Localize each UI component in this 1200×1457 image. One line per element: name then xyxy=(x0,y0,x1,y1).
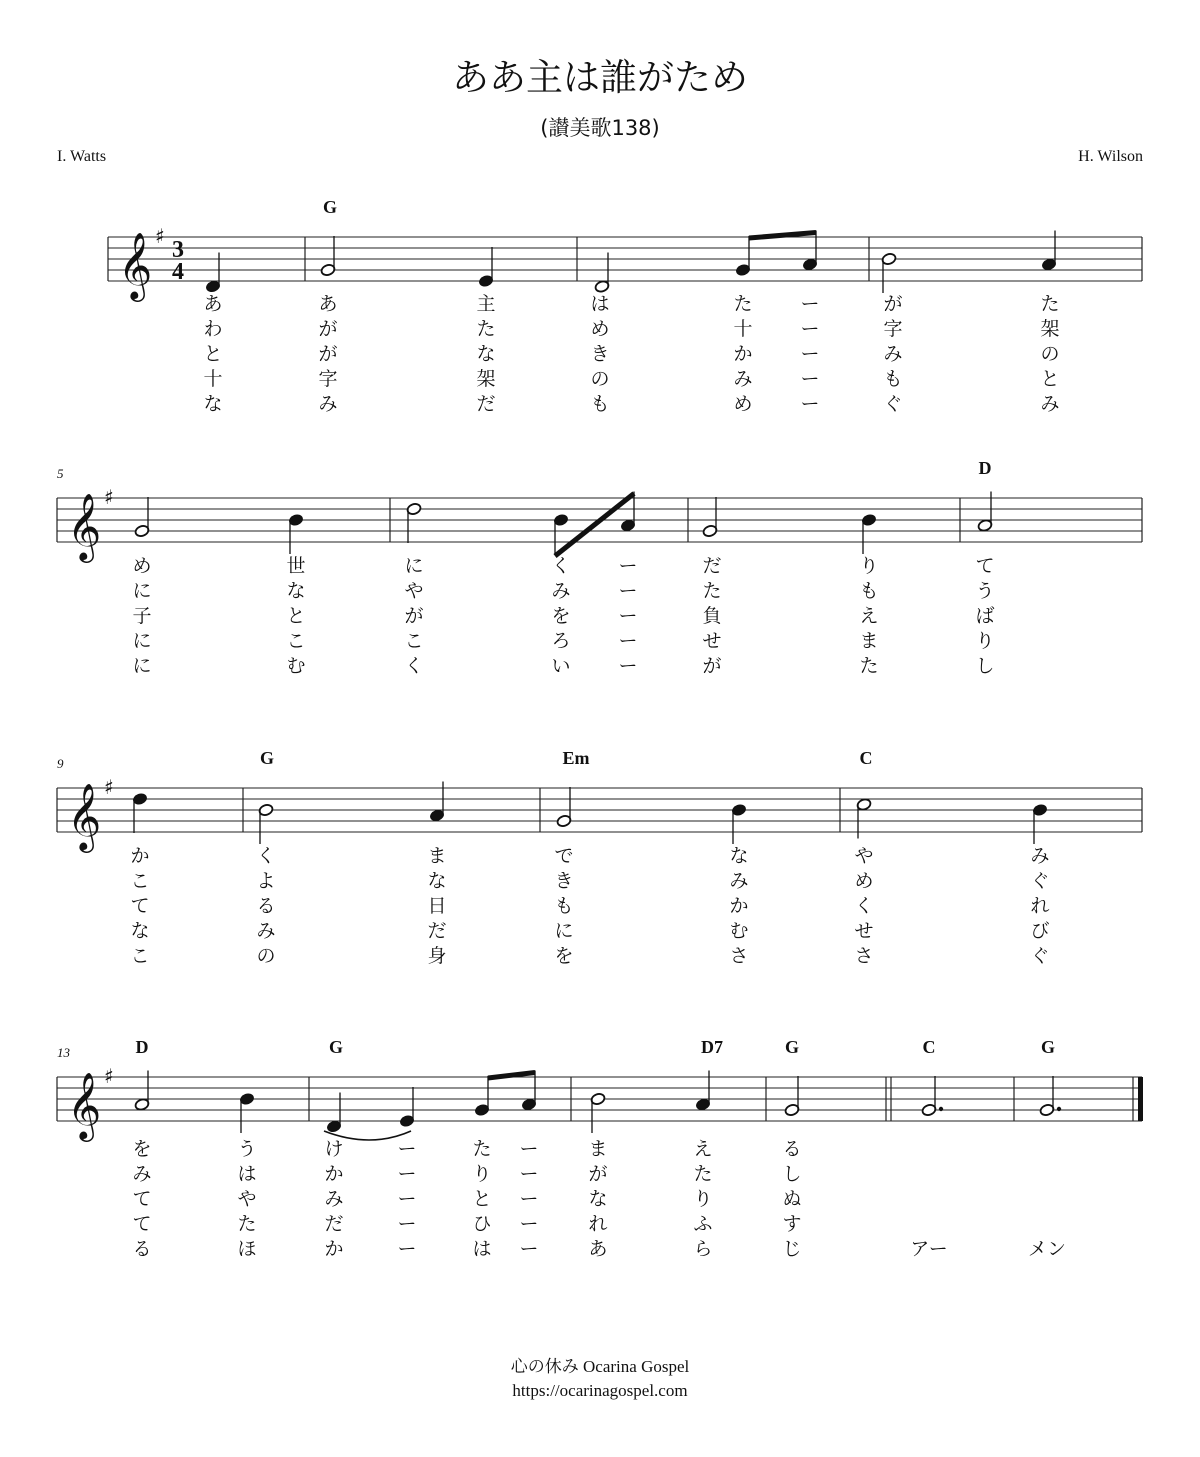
lyric-syllable: び xyxy=(1030,920,1050,942)
lyric-syllable: 十 xyxy=(733,318,753,340)
lyric-syllable: し xyxy=(782,1163,802,1185)
page-subtitle: (讃美歌138) xyxy=(540,116,660,140)
lyric-syllable: て xyxy=(132,1188,152,1210)
lyric-syllable: な xyxy=(203,393,223,415)
lyric-syllable: え xyxy=(859,605,879,627)
lyric-syllable: て xyxy=(975,555,995,577)
lyric-syllable: は xyxy=(590,293,610,315)
lyric-syllable: ー xyxy=(397,1138,417,1160)
lyric-syllable: え xyxy=(693,1138,713,1160)
lyric-syllable: あ xyxy=(588,1238,608,1260)
lyric-syllable: み xyxy=(1040,393,1060,415)
lyric-syllable: 字 xyxy=(318,368,338,390)
lyric-syllable: み xyxy=(132,1163,152,1185)
lyric-syllable: な xyxy=(476,343,496,365)
lyric-syllable: ー xyxy=(800,293,820,315)
lyric-syllable: に xyxy=(132,580,152,602)
lyric-syllable: ー xyxy=(519,1138,539,1160)
lyric-syllable: が xyxy=(404,605,424,627)
lyric-syllable: ふ xyxy=(693,1213,713,1235)
lyric-syllable: せ xyxy=(854,920,874,942)
lyric-syllable: り xyxy=(859,555,879,577)
lyric-syllable: か xyxy=(130,845,150,867)
lyric-syllable: み xyxy=(324,1188,344,1210)
lyric-syllable: ろ xyxy=(551,630,571,652)
chord-symbol: C xyxy=(922,1037,936,1057)
lyric-syllable: も xyxy=(590,393,610,415)
lyric-syllable: る xyxy=(132,1238,152,1260)
chord-symbol: Em xyxy=(562,748,590,768)
lyric-syllable: ー xyxy=(519,1188,539,1210)
lyric-syllable: う xyxy=(237,1138,257,1160)
key-signature-sharp: ♯ xyxy=(104,485,114,509)
footer-site-name: 心の休み Ocarina Gospel xyxy=(510,1357,690,1376)
lyric-syllable: 十 xyxy=(203,368,223,390)
lyricist-credit: I. Watts xyxy=(57,148,107,165)
lyric-syllable: か xyxy=(324,1163,344,1185)
music-systems xyxy=(57,197,1143,1260)
chord-symbol: G xyxy=(1040,1037,1056,1057)
lyric-syllable: ー xyxy=(800,343,820,365)
lyric-syllable: ま xyxy=(427,845,447,867)
lyric-syllable: し xyxy=(975,655,995,677)
measure-number: 9 xyxy=(57,756,64,771)
lyric-syllable: り xyxy=(975,630,995,652)
lyric-syllable: て xyxy=(130,895,150,917)
lyric-syllable: も xyxy=(859,580,879,602)
lyric-syllable: た xyxy=(472,1138,492,1160)
lyric-syllable: く xyxy=(551,555,571,577)
lyric-syllable: ぐ xyxy=(1030,945,1050,967)
lyric-syllable: た xyxy=(702,580,722,602)
lyric-syllable: だ xyxy=(476,393,496,415)
lyric-syllable: メン xyxy=(1027,1238,1067,1260)
lyric-syllable: が xyxy=(702,655,722,677)
lyric-syllable: は xyxy=(237,1163,257,1185)
note-dot xyxy=(1057,1107,1061,1111)
lyric-syllable: ー xyxy=(618,655,638,677)
lyric-syllable: に xyxy=(404,555,424,577)
lyric-syllable: を xyxy=(551,605,571,627)
lyric-syllable: く xyxy=(854,895,874,917)
lyric-syllable: で xyxy=(554,845,574,867)
lyric-syllable: 世 xyxy=(286,555,306,577)
lyric-syllable: き xyxy=(590,343,610,365)
lyric-syllable: み xyxy=(729,870,749,892)
lyric-syllable: な xyxy=(427,870,447,892)
lyric-syllable: ー xyxy=(618,630,638,652)
lyric-syllable: め xyxy=(733,393,753,415)
lyric-syllable: や xyxy=(404,580,424,602)
lyric-syllable: い xyxy=(551,655,571,677)
measure-number: 5 xyxy=(57,466,64,481)
lyric-syllable: ー xyxy=(800,318,820,340)
lyric-syllable: な xyxy=(588,1188,608,1210)
lyric-syllable: の xyxy=(256,945,276,967)
lyric-syllable: を xyxy=(132,1138,152,1160)
lyric-syllable: 架 xyxy=(1040,318,1060,340)
lyric-syllable: う xyxy=(975,580,995,602)
lyric-syllable: ぐ xyxy=(1030,870,1050,892)
lyric-syllable: ほ xyxy=(237,1238,257,1260)
lyric-syllable: だ xyxy=(702,555,722,577)
lyric-syllable: り xyxy=(693,1188,713,1210)
chord-symbol: D7 xyxy=(701,1037,723,1057)
chord-symbol: D xyxy=(135,1037,149,1057)
lyric-syllable: め xyxy=(132,555,152,577)
key-signature-sharp: ♯ xyxy=(155,224,165,248)
lyric-syllable: た xyxy=(1040,293,1060,315)
lyric-syllable: き xyxy=(554,870,574,892)
measure-number: 13 xyxy=(57,1045,70,1060)
key-signature-sharp: ♯ xyxy=(104,775,114,799)
lyric-syllable: ー xyxy=(397,1238,417,1260)
treble-clef-icon: 𝄞 xyxy=(67,494,102,559)
staff-system xyxy=(108,197,1142,415)
lyric-syllable: ま xyxy=(588,1138,608,1160)
lyric-syllable: あ xyxy=(203,293,223,315)
lyric-syllable: や xyxy=(237,1188,257,1210)
chord-symbol: G xyxy=(259,748,275,768)
lyric-syllable: さ xyxy=(854,945,874,967)
lyric-syllable: と xyxy=(472,1188,492,1210)
lyric-syllable: み xyxy=(256,920,276,942)
lyric-syllable: だ xyxy=(427,920,447,942)
lyric-syllable: と xyxy=(203,343,223,365)
lyric-syllable: アー xyxy=(910,1238,948,1260)
lyric-syllable: こ xyxy=(130,870,150,892)
lyric-syllable: た xyxy=(859,655,879,677)
lyric-syllable: 架 xyxy=(476,368,496,390)
lyric-syllable: か xyxy=(729,895,749,917)
lyric-syllable: は xyxy=(472,1238,492,1260)
lyric-syllable: め xyxy=(590,318,610,340)
note-dot xyxy=(939,1107,943,1111)
chord-symbol: G xyxy=(784,1037,800,1057)
lyric-syllable: く xyxy=(256,845,276,867)
lyric-syllable: み xyxy=(551,580,571,602)
lyric-syllable: と xyxy=(286,605,306,627)
footer-url: https://ocarinagospel.com xyxy=(512,1381,688,1400)
page-title: ああ主は誰がため xyxy=(452,56,748,99)
lyric-syllable: ば xyxy=(975,605,995,627)
lyric-syllable: に xyxy=(132,630,152,652)
lyric-syllable: ぬ xyxy=(782,1188,802,1210)
lyric-syllable: の xyxy=(590,368,610,390)
lyric-syllable: ー xyxy=(618,605,638,627)
composer-credit: H. Wilson xyxy=(1078,148,1143,165)
lyric-syllable: こ xyxy=(404,630,424,652)
lyric-syllable: も xyxy=(554,895,574,917)
lyric-syllable: み xyxy=(733,368,753,390)
lyric-syllable: 身 xyxy=(427,945,447,967)
lyric-syllable: る xyxy=(782,1138,802,1160)
lyric-syllable: る xyxy=(256,895,276,917)
lyric-syllable: よ xyxy=(256,870,276,892)
lyric-syllable: 主 xyxy=(476,293,496,315)
chord-symbol: G xyxy=(328,1037,344,1057)
lyric-syllable: が xyxy=(318,318,338,340)
lyric-syllable: み xyxy=(318,393,338,415)
treble-clef-icon: 𝄞 xyxy=(118,233,153,298)
time-signature-top: 3 xyxy=(172,237,184,263)
lyric-syllable: に xyxy=(554,920,574,942)
lyric-syllable: て xyxy=(132,1213,152,1235)
lyric-syllable: も xyxy=(883,368,903,390)
chord-symbol: D xyxy=(978,458,992,478)
lyric-syllable: あ xyxy=(318,293,338,315)
lyric-syllable: ー xyxy=(800,368,820,390)
chord-symbol: G xyxy=(322,197,338,217)
treble-clef-icon: 𝄞 xyxy=(67,1073,102,1138)
lyric-syllable: れ xyxy=(588,1213,608,1235)
lyric-syllable: な xyxy=(130,920,150,942)
lyric-syllable: こ xyxy=(130,945,150,967)
lyric-syllable: か xyxy=(324,1238,344,1260)
time-signature-bottom: 4 xyxy=(172,259,184,285)
lyric-syllable: み xyxy=(1030,845,1050,867)
lyric-syllable: せ xyxy=(702,630,722,652)
lyric-syllable: ま xyxy=(859,630,879,652)
lyric-syllable: だ xyxy=(324,1213,344,1235)
lyric-syllable: ー xyxy=(397,1213,417,1235)
lyric-syllable: を xyxy=(554,945,574,967)
lyric-syllable: た xyxy=(733,293,753,315)
lyric-syllable: ー xyxy=(618,555,638,577)
lyric-syllable: こ xyxy=(286,630,306,652)
lyric-syllable: が xyxy=(883,293,903,315)
lyric-syllable: む xyxy=(286,655,306,677)
key-signature-sharp: ♯ xyxy=(104,1064,114,1088)
lyric-syllable: た xyxy=(693,1163,713,1185)
lyric-syllable: な xyxy=(729,845,749,867)
lyric-syllable: ー xyxy=(397,1188,417,1210)
lyric-syllable: ぐ xyxy=(883,393,903,415)
lyric-syllable: 字 xyxy=(883,318,903,340)
lyric-syllable: す xyxy=(782,1213,802,1235)
lyric-syllable: 負 xyxy=(702,605,722,627)
lyric-syllable: け xyxy=(324,1138,344,1160)
lyric-syllable: な xyxy=(286,580,306,602)
lyric-syllable: じ xyxy=(782,1238,802,1260)
staff-system xyxy=(57,1037,1143,1260)
lyric-syllable: ー xyxy=(397,1163,417,1185)
lyric-syllable: た xyxy=(237,1213,257,1235)
lyric-syllable: み xyxy=(883,343,903,365)
treble-clef-icon: 𝄞 xyxy=(67,784,102,849)
lyric-syllable: が xyxy=(588,1163,608,1185)
lyric-syllable: た xyxy=(476,318,496,340)
lyric-syllable: ー xyxy=(800,393,820,415)
lyric-syllable: の xyxy=(1040,343,1060,365)
lyric-syllable: 日 xyxy=(427,895,447,917)
lyric-syllable: む xyxy=(729,920,749,942)
lyric-syllable: ー xyxy=(618,580,638,602)
lyric-syllable: と xyxy=(1040,368,1060,390)
staff-system xyxy=(57,458,1142,677)
chord-symbol: C xyxy=(859,748,873,768)
final-bar-thick xyxy=(1138,1077,1143,1121)
lyric-syllable: り xyxy=(472,1163,492,1185)
lyric-syllable: め xyxy=(854,870,874,892)
lyric-syllable: か xyxy=(733,343,753,365)
lyric-syllable: が xyxy=(318,343,338,365)
lyric-syllable: に xyxy=(132,655,152,677)
lyric-syllable: ー xyxy=(519,1213,539,1235)
lyric-syllable: れ xyxy=(1030,895,1050,917)
lyric-syllable: ー xyxy=(519,1163,539,1185)
lyric-syllable: わ xyxy=(203,318,223,340)
lyric-syllable: く xyxy=(404,655,424,677)
lyric-syllable: 子 xyxy=(132,605,152,627)
lyric-syllable: さ xyxy=(729,945,749,967)
lyric-syllable: や xyxy=(854,845,874,867)
staff-system xyxy=(57,748,1142,967)
lyric-syllable: ら xyxy=(693,1238,713,1260)
lyric-syllable: ひ xyxy=(472,1213,492,1235)
lyric-syllable: ー xyxy=(519,1238,539,1260)
